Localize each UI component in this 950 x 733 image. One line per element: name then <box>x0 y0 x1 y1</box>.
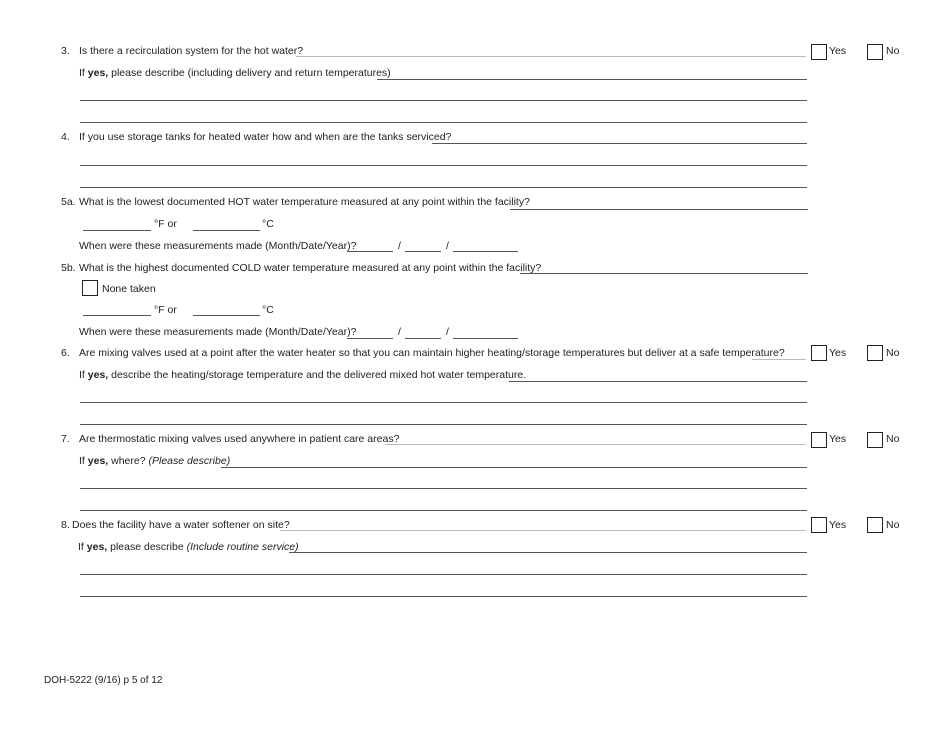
q6-number: 6. <box>61 347 70 359</box>
q7-followup: If yes, where? (Please describe) <box>79 455 231 467</box>
q3-question: Is there a recirculation system for the hot water? <box>79 45 304 57</box>
q5a-fahrenheit-field[interactable] <box>83 230 151 231</box>
q6-answer-line-3[interactable] <box>80 424 807 425</box>
q5b-celsius-label: °C <box>262 304 274 316</box>
q3-no-checkbox[interactable] <box>867 44 883 60</box>
q3-yes-label: Yes <box>829 45 847 57</box>
q8-no-checkbox[interactable] <box>867 517 883 533</box>
q5b-none-taken-checkbox[interactable] <box>82 280 98 296</box>
q6-yes-label: Yes <box>829 347 847 359</box>
q5b-number: 5b. <box>61 262 76 274</box>
q3-yes-checkbox[interactable] <box>811 44 827 60</box>
q5b-day-field[interactable] <box>405 338 441 339</box>
q4-answer-line-1[interactable] <box>432 143 807 144</box>
q7-answer-line-1[interactable] <box>221 467 807 468</box>
q6-answer-line-2[interactable] <box>80 402 807 403</box>
q6-question: Are mixing valves used at a point after the water heater so that you can maintain higher heating/storage temperatures but deliver at a safe temperature? <box>79 347 785 359</box>
q8-question: Does the facility have a water softener on site? <box>72 519 290 531</box>
q5b-celsius-field[interactable] <box>193 315 260 316</box>
q5a-number: 5a. <box>61 196 76 208</box>
q8-yes-label: Yes <box>829 519 847 531</box>
q7-answer-line-3[interactable] <box>80 510 807 511</box>
q5a-day-field[interactable] <box>405 251 441 252</box>
q7-number: 7. <box>61 433 70 445</box>
q5a-month-field[interactable] <box>347 251 393 252</box>
q6-answer-line-1[interactable] <box>509 381 807 382</box>
q3-no-label: No <box>886 45 900 57</box>
q5a-when-label: When were these measurements made (Month/Date/Year)? <box>79 240 357 252</box>
q5b-year-field[interactable] <box>453 338 518 339</box>
q7-leader-line <box>385 444 806 445</box>
q6-yes-checkbox[interactable] <box>811 345 827 361</box>
form-footer-id: DOH-5222 (9/16) p 5 of 12 <box>44 675 163 686</box>
q4-question: If you use storage tanks for heated water how and when are the tanks serviced? <box>79 131 452 143</box>
q8-answer-line-2[interactable] <box>80 574 807 575</box>
q6-no-label: No <box>886 347 900 359</box>
q5a-celsius-field[interactable] <box>193 230 260 231</box>
q8-answer-line-3[interactable] <box>80 596 807 597</box>
q5a-answer-line[interactable] <box>510 209 808 210</box>
q5b-slash-1: / <box>398 326 401 338</box>
q8-answer-line-1[interactable] <box>289 552 807 553</box>
q4-answer-line-2[interactable] <box>80 165 807 166</box>
q3-leader-line <box>296 56 806 57</box>
q5b-month-field[interactable] <box>347 338 393 339</box>
q5b-none-taken-label: None taken <box>102 283 156 295</box>
q5b-answer-line[interactable] <box>520 273 808 274</box>
q5a-year-field[interactable] <box>453 251 518 252</box>
q5a-slash-1: / <box>398 240 401 252</box>
q8-leader-line <box>280 530 806 531</box>
q5b-fahrenheit-label: °F or <box>154 304 177 316</box>
q3-answer-line-3[interactable] <box>80 122 807 123</box>
q7-yes-label: Yes <box>829 433 847 445</box>
q7-no-checkbox[interactable] <box>867 432 883 448</box>
q5a-fahrenheit-label: °F or <box>154 218 177 230</box>
q5b-fahrenheit-field[interactable] <box>83 315 151 316</box>
q7-yes-checkbox[interactable] <box>811 432 827 448</box>
q7-no-label: No <box>886 433 900 445</box>
q7-question: Are thermostatic mixing valves used anywhere in patient care areas? <box>79 433 400 445</box>
q8-number: 8. <box>61 519 70 531</box>
q5a-celsius-label: °C <box>262 218 274 230</box>
q5a-question: What is the lowest documented HOT water temperature measured at any point within the facility? <box>79 196 530 208</box>
q5a-slash-2: / <box>446 240 449 252</box>
q4-answer-line-3[interactable] <box>80 187 807 188</box>
q3-answer-line-2[interactable] <box>80 100 807 101</box>
q8-yes-checkbox[interactable] <box>811 517 827 533</box>
q4-number: 4. <box>61 131 70 143</box>
q6-no-checkbox[interactable] <box>867 345 883 361</box>
q5b-question: What is the highest documented COLD water temperature measured at any point within the facility? <box>79 262 542 274</box>
q8-no-label: No <box>886 519 900 531</box>
q3-answer-line-1[interactable] <box>377 79 807 80</box>
q8-followup: If yes, please describe (Include routine service) <box>78 541 299 553</box>
q6-followup: If yes, describe the heating/storage temperature and the delivered mixed hot water temperature. <box>79 369 527 381</box>
q3-followup: If yes, please describe (including delivery and return temperatures) <box>79 67 391 79</box>
q3-number: 3. <box>61 45 70 57</box>
q6-leader-line <box>752 359 806 360</box>
q5b-slash-2: / <box>446 326 449 338</box>
q5b-when-label: When were these measurements made (Month/Date/Year)? <box>79 326 357 338</box>
q7-answer-line-2[interactable] <box>80 488 807 489</box>
